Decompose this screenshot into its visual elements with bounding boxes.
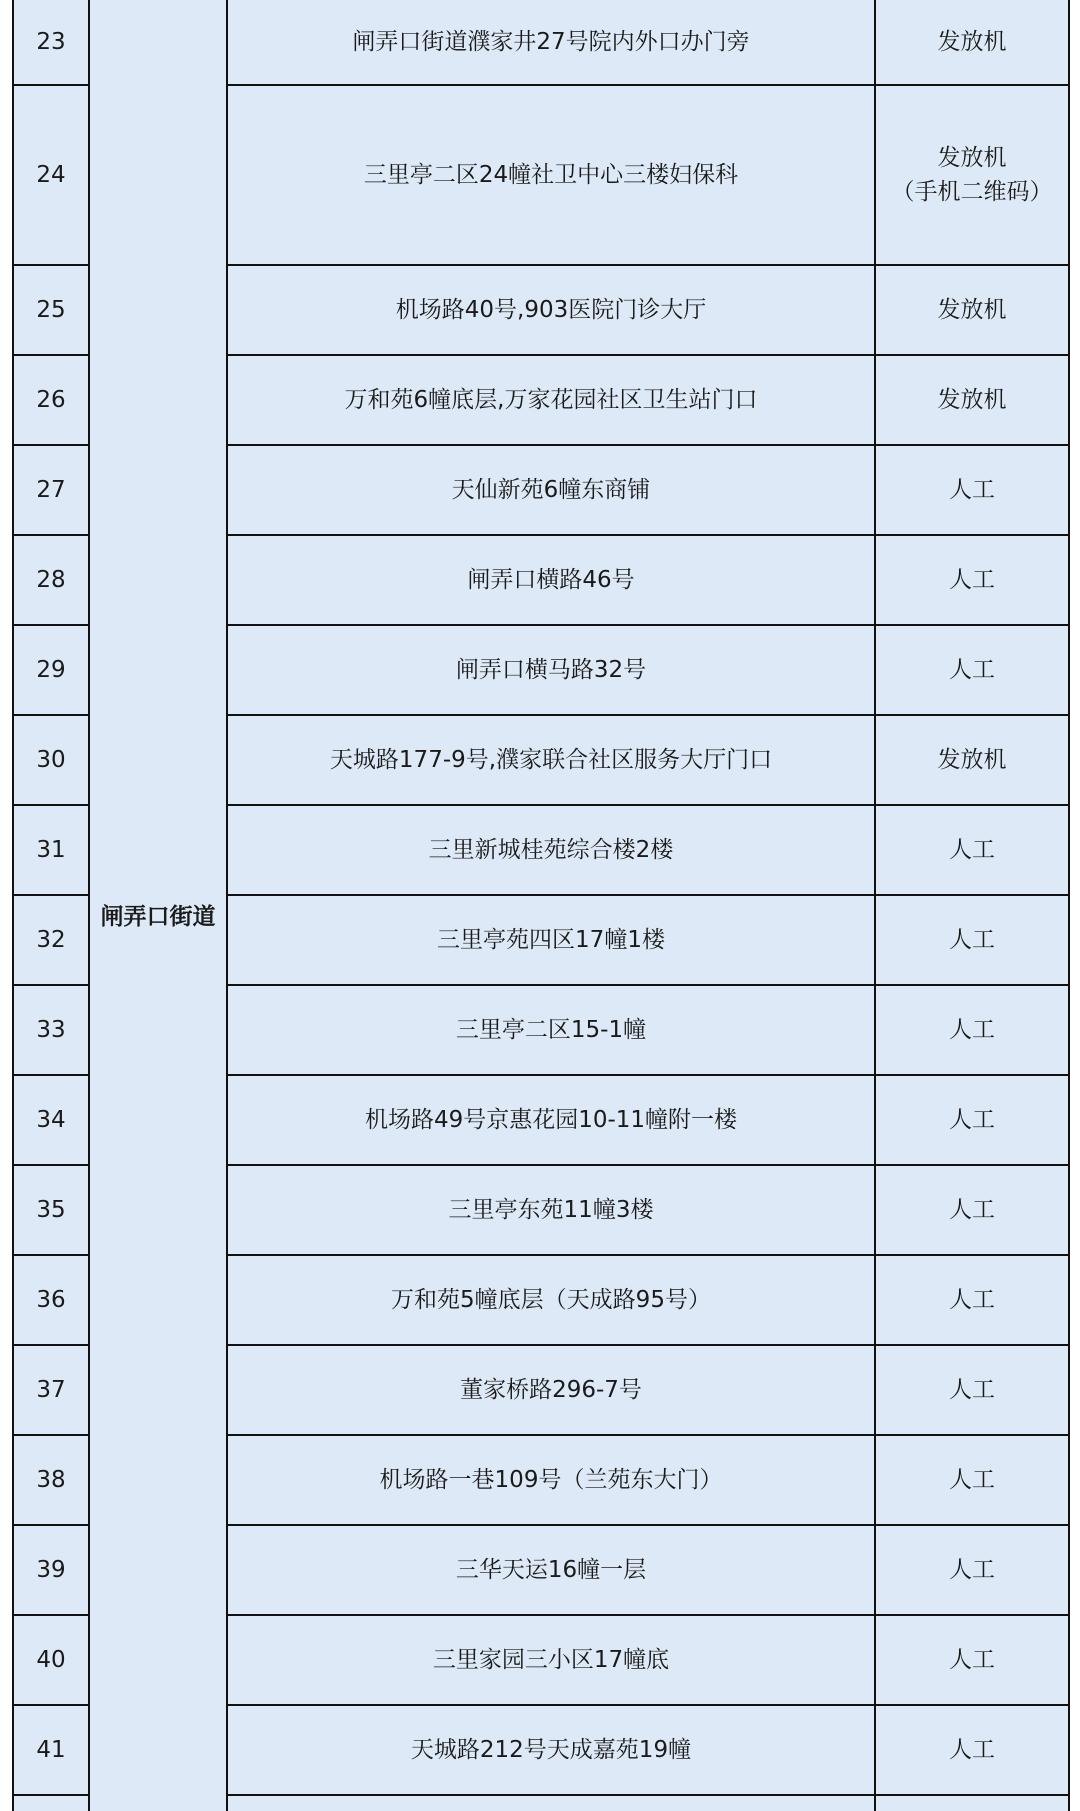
site-address: 三里亭东苑11幢3楼 bbox=[227, 1165, 875, 1255]
distribution-method-line: 发放机 bbox=[937, 747, 1007, 773]
site-address: 万和苑6幢底层,万家花园社区卫生站门口 bbox=[227, 355, 875, 445]
distribution-method-line: 发放机 bbox=[937, 297, 1007, 323]
distribution-method bbox=[875, 445, 1069, 535]
empty-cell bbox=[875, 1795, 1069, 1811]
row-number: 39 bbox=[13, 1525, 89, 1615]
distribution-method bbox=[875, 805, 1069, 895]
row-number: 35 bbox=[13, 1165, 89, 1255]
distribution-method bbox=[875, 0, 1069, 85]
site-address: 闸弄口横马路32号 bbox=[227, 625, 875, 715]
distribution-method-line: 人工 bbox=[949, 1467, 995, 1493]
distribution-method bbox=[875, 1525, 1069, 1615]
row-number: 27 bbox=[13, 445, 89, 535]
row-number: 31 bbox=[13, 805, 89, 895]
distribution-method bbox=[875, 535, 1069, 625]
site-address: 三里新城桂苑综合楼2楼 bbox=[227, 805, 875, 895]
row-number: 33 bbox=[13, 985, 89, 1075]
site-address: 万和苑5幢底层（天成路95号） bbox=[227, 1255, 875, 1345]
distribution-method bbox=[875, 895, 1069, 985]
distribution-method bbox=[875, 1435, 1069, 1525]
distribution-method-line: 人工 bbox=[949, 1107, 995, 1133]
distribution-method-line: 人工 bbox=[949, 1737, 995, 1763]
distribution-method-line: 人工 bbox=[949, 1017, 995, 1043]
district-name: 闸弄口街道 bbox=[89, 0, 227, 1811]
row-number: 29 bbox=[13, 625, 89, 715]
empty-cell bbox=[13, 1795, 89, 1811]
site-address: 机场路一巷109号（兰苑东大门） bbox=[227, 1435, 875, 1525]
distribution-method bbox=[875, 625, 1069, 715]
site-address: 三里亭二区15-1幢 bbox=[227, 985, 875, 1075]
distribution-method-line: 人工 bbox=[949, 567, 995, 593]
site-address: 机场路49号京惠花园10-11幢附一楼 bbox=[227, 1075, 875, 1165]
distribution-method-line: 人工 bbox=[949, 657, 995, 683]
distribution-method-line: 人工 bbox=[949, 1287, 995, 1313]
site-address: 三里亭苑四区17幢1楼 bbox=[227, 895, 875, 985]
row-number: 28 bbox=[13, 535, 89, 625]
distribution-method bbox=[875, 1075, 1069, 1165]
distribution-method bbox=[875, 985, 1069, 1075]
distribution-method-line: 人工 bbox=[949, 837, 995, 863]
row-number: 40 bbox=[13, 1615, 89, 1705]
distribution-method-line: 人工 bbox=[949, 1647, 995, 1673]
site-address: 闸弄口横路46号 bbox=[227, 535, 875, 625]
row-number: 26 bbox=[13, 355, 89, 445]
distribution-method bbox=[875, 1615, 1069, 1705]
distribution-method-line: 人工 bbox=[949, 927, 995, 953]
distribution-method-line: 人工 bbox=[949, 1197, 995, 1223]
distribution-method bbox=[875, 1345, 1069, 1435]
distribution-method bbox=[875, 1165, 1069, 1255]
distribution-method-line: 发放机 bbox=[937, 145, 1007, 171]
distribution-method bbox=[875, 1255, 1069, 1345]
distribution-sites-table bbox=[12, 0, 1070, 1811]
distribution-method-line: 人工 bbox=[949, 477, 995, 503]
distribution-method bbox=[875, 355, 1069, 445]
distribution-method-line: （手机二维码） bbox=[891, 179, 1053, 205]
site-address: 董家桥路296-7号 bbox=[227, 1345, 875, 1435]
distribution-method-line: 发放机 bbox=[937, 387, 1007, 413]
distribution-method bbox=[875, 265, 1069, 355]
distribution-method-line: 发放机 bbox=[937, 29, 1007, 55]
site-address: 天仙新苑6幢东商铺 bbox=[227, 445, 875, 535]
site-address: 机场路40号,903医院门诊大厅 bbox=[227, 265, 875, 355]
row-number: 41 bbox=[13, 1705, 89, 1795]
site-address: 三华天运16幢一层 bbox=[227, 1525, 875, 1615]
distribution-method bbox=[875, 715, 1069, 805]
site-address: 闸弄口街道濮家井27号院内外口办门旁 bbox=[227, 0, 875, 85]
table-row bbox=[13, 0, 1069, 85]
row-number: 34 bbox=[13, 1075, 89, 1165]
row-number: 36 bbox=[13, 1255, 89, 1345]
distribution-method bbox=[875, 85, 1069, 265]
site-address: 天城路212号天成嘉苑19幢 bbox=[227, 1705, 875, 1795]
distribution-method-line: 人工 bbox=[949, 1377, 995, 1403]
site-address: 天城路177-9号,濮家联合社区服务大厅门口 bbox=[227, 715, 875, 805]
table-body bbox=[13, 0, 1069, 1811]
row-number: 24 bbox=[13, 85, 89, 265]
row-number: 30 bbox=[13, 715, 89, 805]
distribution-method-line: 人工 bbox=[949, 1557, 995, 1583]
empty-cell bbox=[227, 1795, 875, 1811]
distribution-method bbox=[875, 1705, 1069, 1795]
row-number: 32 bbox=[13, 895, 89, 985]
row-number: 37 bbox=[13, 1345, 89, 1435]
row-number: 23 bbox=[13, 0, 89, 85]
row-number: 25 bbox=[13, 265, 89, 355]
site-address: 三里亭二区24幢社卫中心三楼妇保科 bbox=[227, 85, 875, 265]
row-number: 38 bbox=[13, 1435, 89, 1525]
site-address: 三里家园三小区17幢底 bbox=[227, 1615, 875, 1705]
